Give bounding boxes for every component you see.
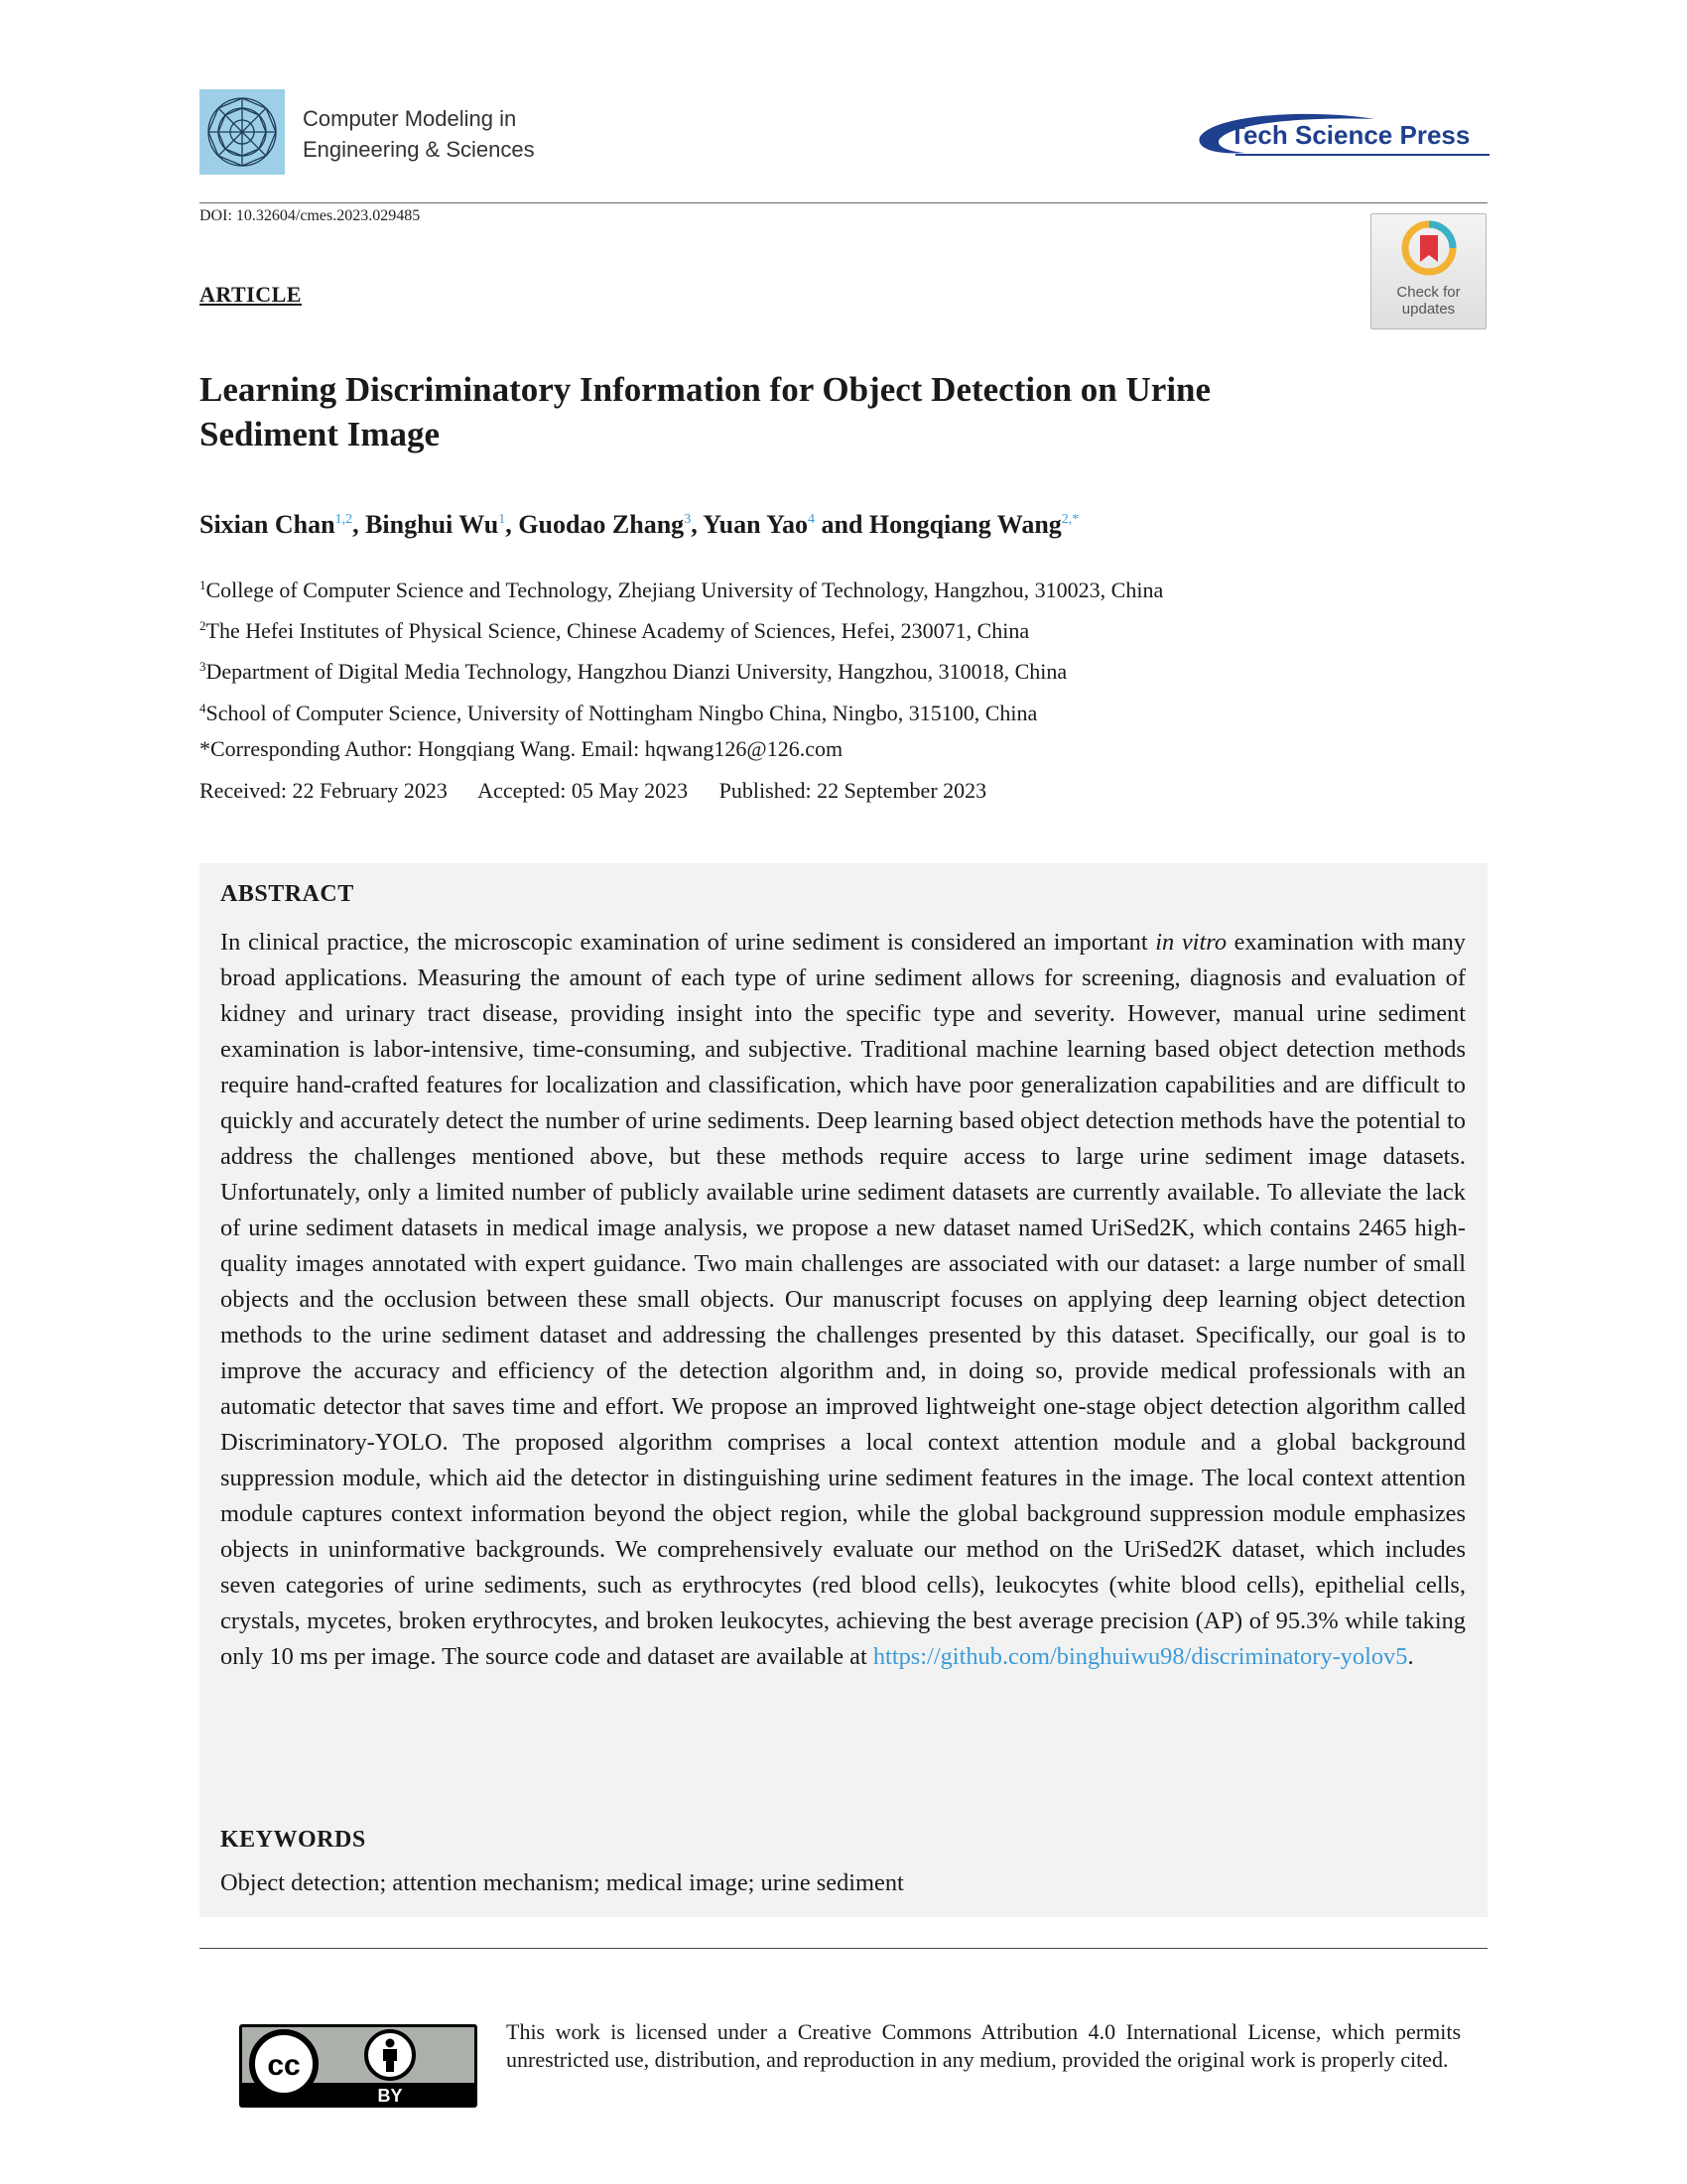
- affiliation-number: 4: [199, 701, 206, 715]
- affiliation-text: School of Computer Science, University of Nottingham Ningbo China, Ningbo, 315100, China: [205, 701, 1038, 725]
- publisher-logo: [1196, 111, 1493, 163]
- author-name: Sixian Chan: [199, 510, 335, 539]
- journal-logo: [199, 89, 285, 175]
- affiliation: [199, 612, 1029, 645]
- attribution-person-icon: [366, 2031, 414, 2079]
- code-repository-link[interactable]: https://github.com/binghuiwu98/discriminatory-yolov5: [872, 1643, 1408, 1670]
- author-affiliation-ref[interactable]: 2,*: [1061, 512, 1080, 527]
- cc-by-license-badge[interactable]: [239, 2024, 477, 2108]
- affiliation-number: 3: [199, 659, 206, 674]
- abstract-text-part: examination with many broad applications. Measuring the amount of each type of urine sediment allows for screening, diagnosis and evaluation of kidney and urinary tract disease, providing insight into the specific type and severity. However, manual urine sediment examination is labor-intensive, time-consuming, and subjective. Traditional machine learning based object detection methods require hand-crafted features for localization and classification, which have poor generalization capabilities and are difficult to quickly and accurately detect the number of urine sediments. Deep learning based object detection methods have the potential to address the challenges mentioned above, but these methods require access to large urine sediment image datasets. Unfortunately, only a limited number of publicly available urine sediment datasets are currently available. To alleviate the lack of urine sediment datasets in medical image analysis, we propose a new dataset named UriSed2K, which contains 2465 high-quality images annotated with expert guidance. Two main challenges are associated with our dataset: a large number of small objects and the occlusion between these small objects. Our manuscript focuses on applying deep learning object detection methods to the urine sediment dataset and addressing the challenges presented by this dataset. Specifically, our goal is to improve the accuracy and efficiency of the detection algorithm and, in doing so, provide medical professionals with an automatic detector that saves time and effort. We propose an improved lightweight one-stage object detection algorithm called Discriminatory-YOLO. The proposed algorithm comprises a local context attention module and a global background suppression module, which aid the detector in distinguishing urine sediment features in the image. The local context attention module captures context information beyond the object region, while the global background suppression module emphasizes objects in uninformative backgrounds. We comprehensively evaluate our method on the UriSed2K dataset, which includes seven categories of urine sediments, such as erythrocytes (red blood cells), leukocytes (white blood cells), epithelial cells, crystals, mycetes, broken erythrocytes, and broken leukocytes, achieving the best average precision (AP) of 95.3% while taking only 10 ms per image. The source code and dataset are available at: [220, 929, 1467, 1670]
- corresponding-author: *Corresponding Author: Hongqiang Wang. Email: hqwang126@126.com: [199, 736, 844, 761]
- author-affiliation-ref[interactable]: 3: [684, 512, 692, 527]
- check-updates-line1: Check for: [1396, 284, 1461, 301]
- author-name: Binghui Wu: [365, 510, 499, 539]
- affiliation-text: Department of Digital Media Technology, Hangzhou Dianzi University, Hangzhou, 310018, China: [205, 659, 1068, 684]
- published-date: Published: 22 September 2023: [718, 778, 987, 803]
- abstract-text-end: .: [1407, 1643, 1414, 1670]
- article-type: ARTICLE: [199, 282, 302, 307]
- affiliation: [199, 695, 1037, 727]
- header-rule: [199, 202, 1488, 203]
- abstract-italic-term: in vitro: [1155, 929, 1228, 956]
- author-separator: ,: [505, 510, 519, 539]
- author-affiliation-ref[interactable]: 4: [807, 512, 815, 527]
- journal-name-line1: Computer Modeling in: [303, 106, 517, 131]
- affiliation-text: College of Computer Science and Technology, Zhejiang University of Technology, Hangzhou, 310023, China: [205, 578, 1164, 602]
- affiliation: [199, 653, 1067, 686]
- author-separator: and: [814, 510, 869, 539]
- footer-rule: [199, 1948, 1488, 1949]
- check-updates-label: [1371, 284, 1486, 318]
- journal-name: [303, 103, 535, 165]
- author-name: Guodao Zhang: [518, 510, 685, 539]
- creative-commons-icon: [252, 2032, 316, 2096]
- affiliation-number: 1: [199, 578, 206, 592]
- author-separator: ,: [691, 510, 704, 539]
- publication-dates: [199, 777, 1012, 805]
- bookmark-icon: [1401, 220, 1457, 280]
- affiliation: [199, 572, 1163, 604]
- author-list: [199, 510, 1079, 540]
- cc-by-label: BY: [377, 2086, 403, 2106]
- affiliation-text: The Hefei Institutes of Physical Science, Chinese Academy of Sciences, Hefei, 230071, China: [205, 618, 1030, 643]
- author-affiliation-ref[interactable]: 1: [498, 512, 506, 527]
- svg-text:cc: cc: [267, 2049, 301, 2082]
- author-affiliation-ref[interactable]: 1,2: [334, 512, 353, 527]
- affiliation-number: 2: [199, 618, 206, 633]
- abstract-text-part: In clinical practice, the microscopic examination of urine sediment is considered an important: [220, 929, 1156, 956]
- accepted-date: Accepted: 05 May 2023: [477, 778, 689, 803]
- check-updates-line2: updates: [1401, 301, 1456, 318]
- doi: DOI: 10.32604/cmes.2023.029485: [199, 207, 421, 224]
- abstract-text: [220, 925, 1466, 1675]
- received-date: Received: 22 February 2023: [199, 778, 448, 803]
- abstract-heading: ABSTRACT: [220, 881, 354, 907]
- author-separator: ,: [352, 510, 366, 539]
- license-text: This work is licensed under a Creative Commons Attribution 4.0 International License, which permits unrestricted use, distribution, and reproduction in any medium, provided the original work is properly cited.: [506, 2019, 1461, 2072]
- publisher-name: Tech Science Press: [1230, 120, 1471, 150]
- author-name: Yuan Yao: [703, 510, 808, 539]
- keywords-heading: KEYWORDS: [220, 1827, 366, 1853]
- author-name: Hongqiang Wang: [868, 510, 1062, 539]
- journal-name-line2: Engineering & Sciences: [303, 137, 535, 162]
- check-for-updates-button[interactable]: [1370, 213, 1487, 329]
- keywords-text: Object detection; attention mechanism; medical image; urine sediment: [220, 1869, 904, 1896]
- paper-title: Learning Discriminatory Information for Object Detection on Urine Sediment Image: [199, 370, 1212, 453]
